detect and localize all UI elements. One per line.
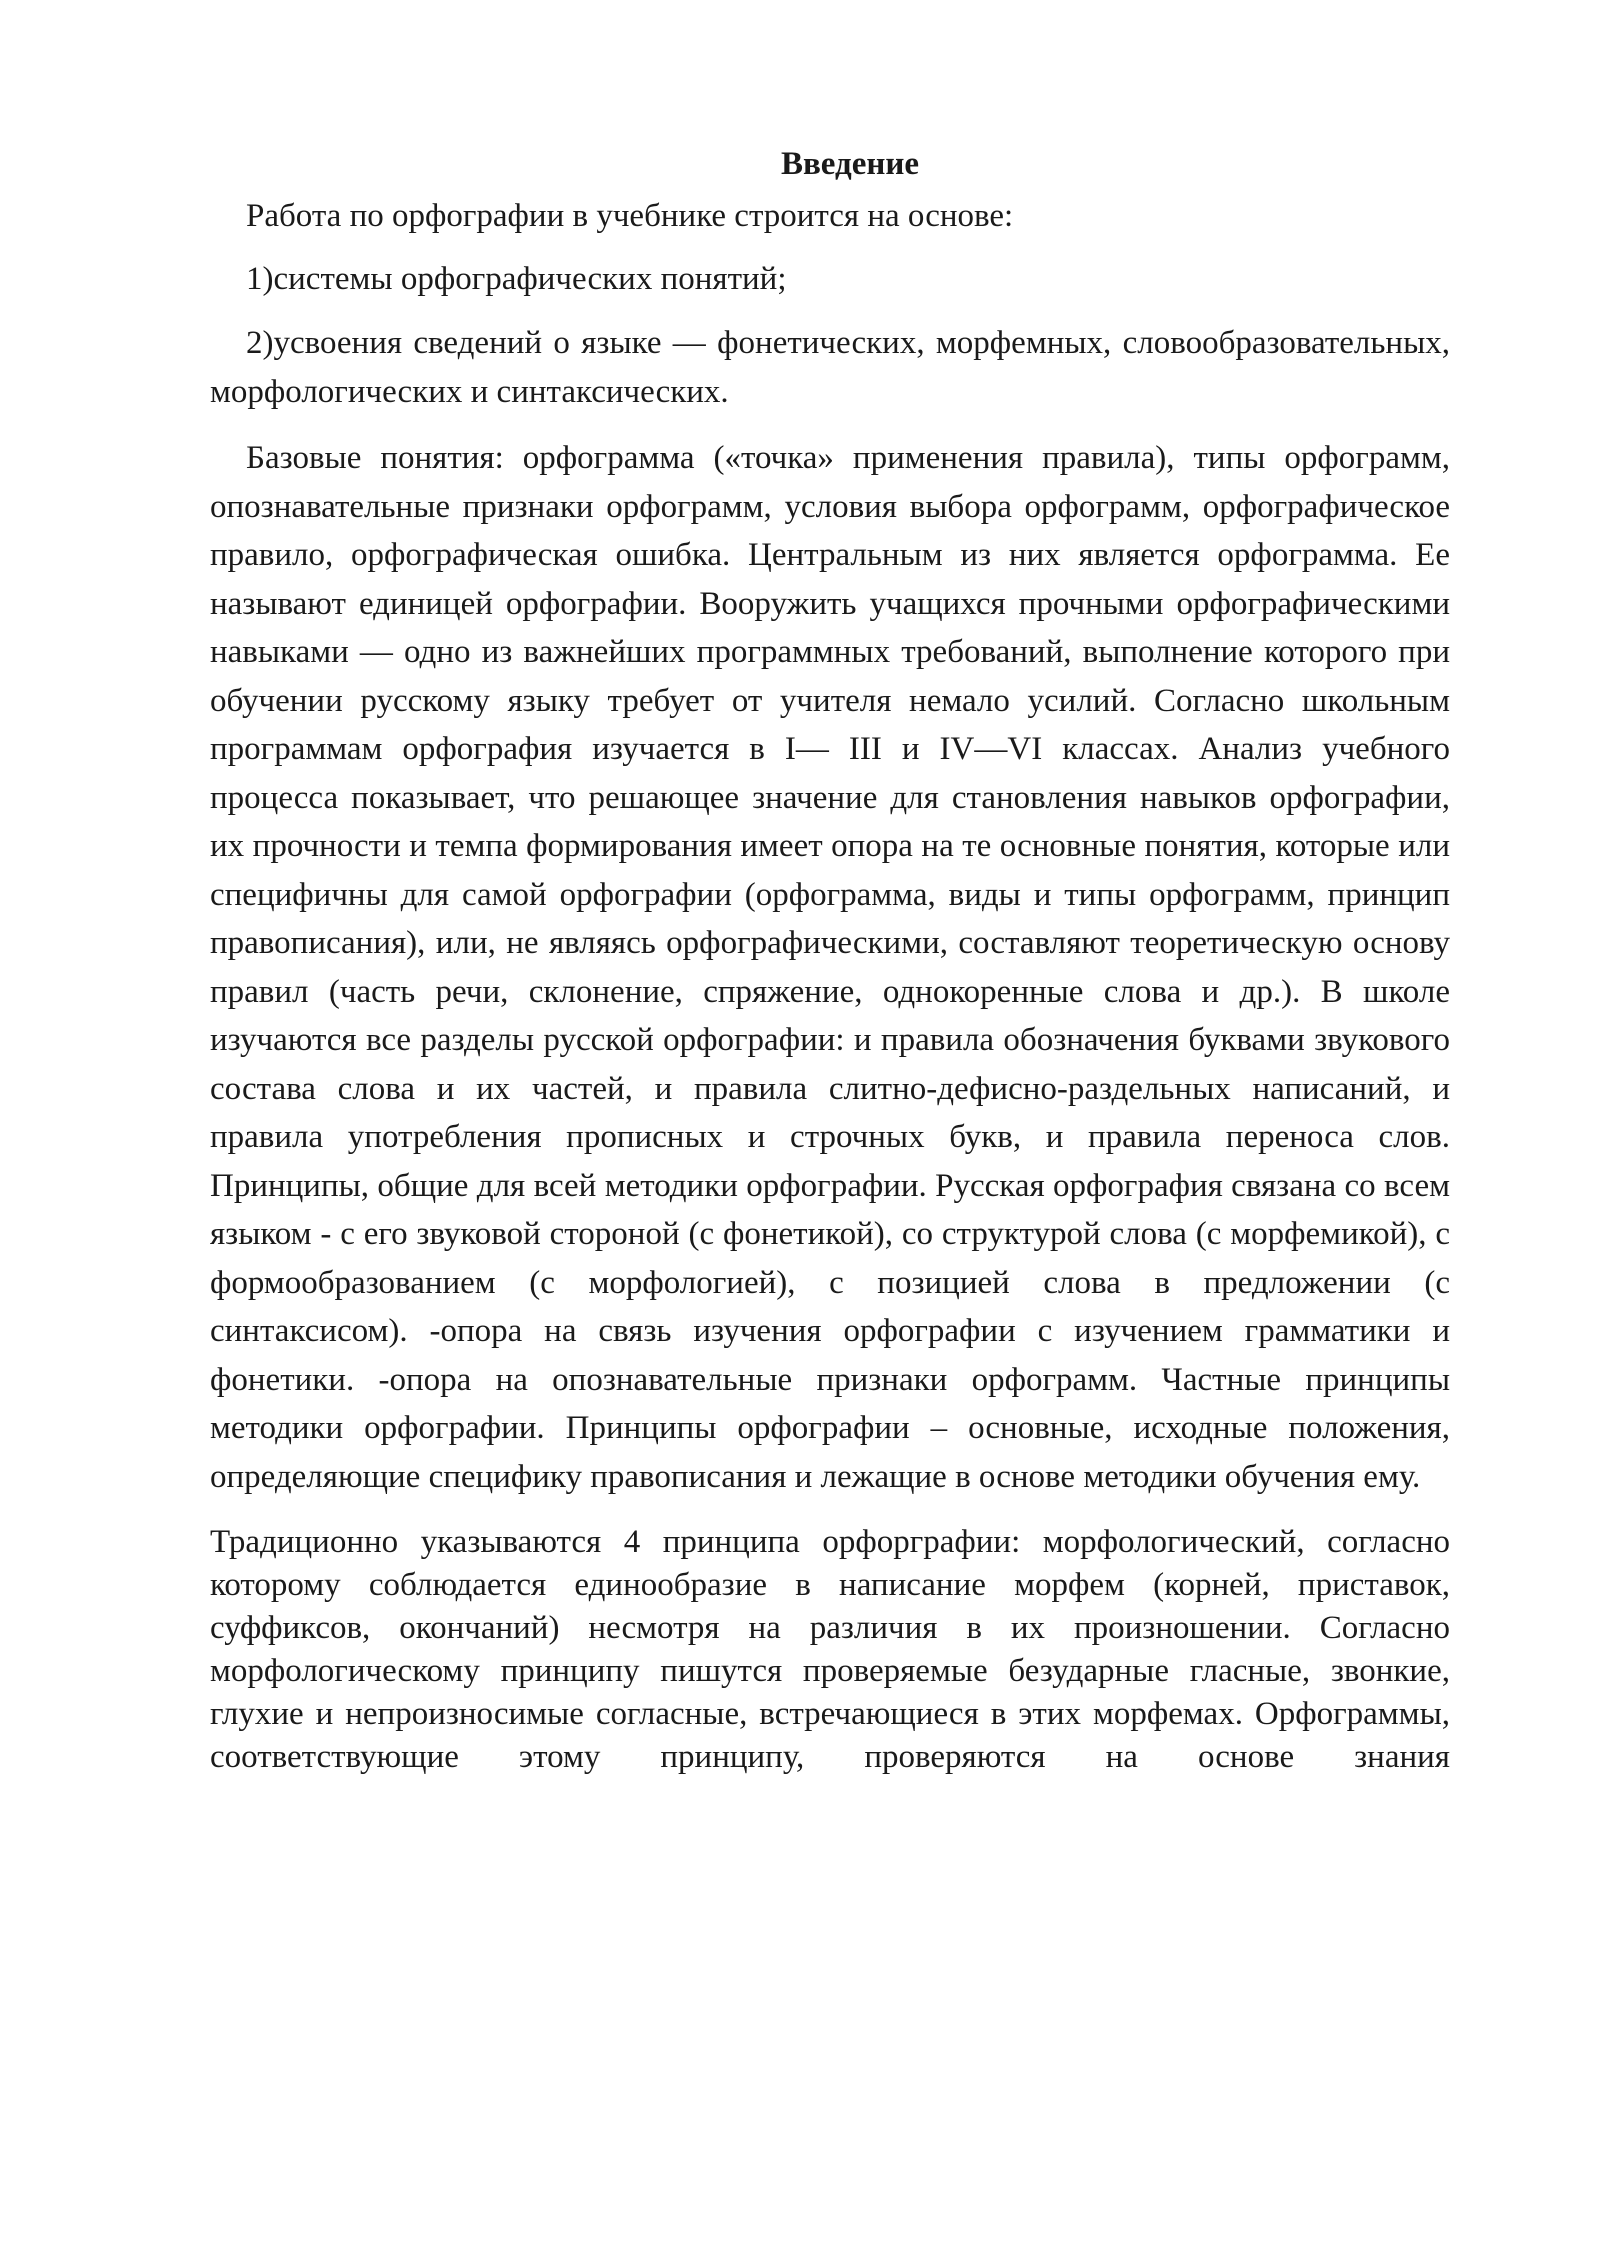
document-title: Введение bbox=[780, 146, 920, 182]
paragraph-item-2: 2)усвоения сведений о языке — фонетических, морфемных, словообразовательных, морфологических и синтаксических. bbox=[210, 325, 1450, 410]
paragraph-item-1: 1)системы орфографических понятий; bbox=[246, 260, 787, 297]
document-page bbox=[210, 140, 1450, 1779]
paragraph-intro: Работа по орфографии в учебнике строится на основе: bbox=[246, 198, 1014, 234]
paragraph-principles: Традиционно указываются 4 принципа орфорграфии: морфологический, согласно которому соблюдается единообразие в написание морфем (корней, приставок, суффиксов, окончаний) несмотря на различия в их произношении. Согласно морфологическому принципу пишутся проверяемые безударные гласные, звонкие, глухие и непроизносимые согласные, встречающиеся в этих морфемах. Орфограммы, соответствующие этому принципу, проверяются на основе знания bbox=[210, 1524, 1450, 1775]
paragraph-base-concepts: Базовые понятия: орфограмма («точка» применения правила), типы орфограмм, опознавательные признаки орфограмм, условия выбора орфограмм, орфографическое правило, орфографическая ошибка. Центральным из них является орфограмма. Ее называют единицей орфографии. Вооружить учащихся прочными орфографическими навыками — одно из важнейших программных требований, выполнение которого при обучении русскому языку требует от учителя немало усилий. Согласно школьным программам орфография изучается в I— III и IV—VI классах. Анализ учебного процесса показывает, что решающее значение для становления навыков орфографии, их прочности и темпа формирования имеет опора на те основные понятия, которые или специфичны для самой орфографии (орфограмма, виды и типы орфограмм, принцип правописания), или, не являясь орфографическими, составляют теоретическую основу правил (часть речи, склонение, спряжение, однокоренные слова и др.). В школе изучаются все разделы русской орфографии: и правила обозначения буквами звукового состава слова и их частей, и правила слитно-дефисно-раздельных написаний, и правила употребления прописных и строчных букв, и правила переноса слов. Принципы, общие для всей методики орфографии. Русская орфография связана со всем языком - с его звуковой стороной (с фонетикой), со структурой слова (с морфемикой), с формообразованием (с морфологией), с позицией слова в предложении (с синтаксисом). -опора на связь изучения орфографии с изучением грамматики и фонетики. -опора на опознавательные признаки орфограмм. Частные принципы методики орфографии. Принципы орфографии – основные, исходные положения, определяющие специфику правописания и лежащие в основе методики обучения ему. bbox=[210, 440, 1450, 1495]
